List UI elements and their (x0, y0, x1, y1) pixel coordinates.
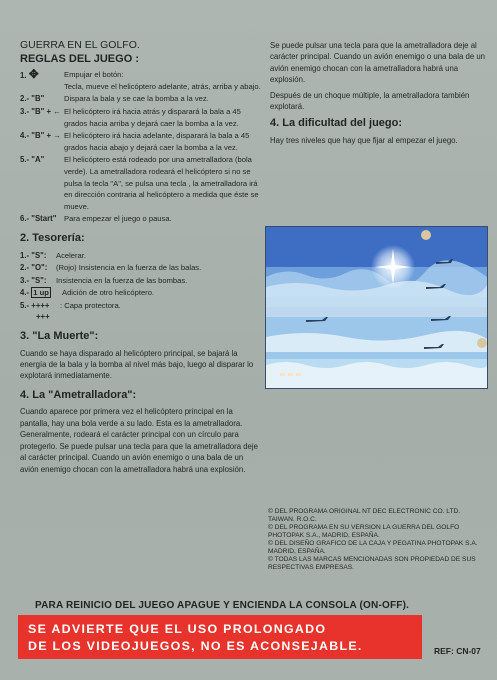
copyright-line: © DEL PROGRAMA ORIGINAL NT DEC ELECTRONIC CO. LTD. TAIWAN. R.O.C. (268, 508, 461, 523)
machine-gun-heading: 4. La "Ametralladora": (20, 388, 137, 401)
treasury-desc: : Capa protectora. (60, 300, 121, 310)
treasury-item (20, 300, 262, 323)
right-column (270, 40, 488, 146)
rule-key: 3.- "B" + ← (20, 106, 61, 116)
rule-5 (20, 154, 262, 212)
reset-note: PARA REINICIO DEL JUEGO APAGUE Y ENCIENDA LA CONSOLA (ON-OFF). (35, 600, 410, 611)
machine-gun-text-2: Después de un choque múltiple, la ametralladora también explotará. (270, 90, 470, 112)
copyright-line: © DEL PROGRAMA EN SU VERSION LA GUERRA DEL GOLFO PHOTOPAK S.A., MADRID, ESPAÑA. (268, 524, 460, 539)
rule-key: 1. ✥ (20, 67, 39, 82)
left-column (20, 39, 262, 474)
treasury-key: 5.- ++++ +++ (20, 300, 50, 322)
rule-desc: El helicóptero está rodeado por una ametralladora (bola verde). La ametralladora rodeará el helicóptero si no se pulsa la tecla "A", se pulsa una tecla , la ametralladora irá en dirección contraria al helicóptero a medida que éste se mueve. (64, 155, 259, 211)
rule-key: 4.- "B" + → (20, 131, 61, 141)
rule-key: 5.- "A" (20, 155, 45, 165)
copyright-block (268, 508, 486, 572)
copyright-line: © TODAS LAS MARCAS MENCIONADAS SON PROPIEDAD DE SUS RESPECTIVAS EMPRESAS. (268, 556, 476, 571)
reference-code: REF: CN-07 (434, 646, 481, 656)
rule-key: 6.- "Start" (20, 214, 57, 224)
rule-key: 2.- "B" (20, 94, 45, 104)
plus-symbols: +++ (36, 312, 50, 322)
warning-banner (18, 615, 422, 659)
death-heading: 3. "La Muerte": (20, 330, 99, 343)
warning-line-1: SE ADVIERTE QUE EL USO PROLONGADO (28, 622, 327, 636)
warning-line-2: DE LOS VIDEOJUEGOS, NO ES ACONSEJABLE. (28, 639, 363, 653)
treasury-item (20, 262, 262, 274)
machine-gun-continued: Se puede pulsar una tecla para que la ametralladora deje al carácter principal. Cuando un avión enemigo o una bala de un avión enemigo chocan con la ametralladora habrá una explosión. (270, 41, 485, 85)
rule-desc: Dispara la bala y se cae la bomba a la vez. (64, 94, 209, 104)
game-title: GUERRA EN EL GOLFO. (20, 39, 140, 51)
difficulty-heading: 4. La dificultad del juego: (270, 117, 403, 130)
game-scene-image (266, 227, 487, 388)
treasury-key: 3.- "S": (20, 275, 47, 285)
rule-desc: Empujar el botón: Tecla, mueve el helicóptero adelante, atrás, arriba y abajo. (64, 70, 261, 91)
machine-gun-text: Cuando aparece por primera vez el helicóptero principal en la pantalla, hay una bola verde a su lado. Esta es la ametralladora. Generalmente, rodeará el carácter principal con un círculo para protegerlo. Se puede pulsar una tecla para que la ametralladora deje al carácter principal. Cuando un avión enemigo o una bala de un avión enemigo chocan con la ametralladora habrá una explosión. (20, 407, 258, 474)
rule-1 (20, 69, 262, 92)
rule-desc: El helicóptero irá hacia atrás y disparará la bala a 45 grados hacia arriba y dejará caer la bomba a la vez. (64, 106, 241, 128)
rule-4 (20, 130, 262, 153)
game-screenshot (265, 226, 488, 389)
treasury-desc: (Rojo) Insistencia en la fuerza de las balas. (56, 263, 202, 273)
treasury-item (20, 275, 262, 287)
rules-heading: REGLAS DEL JUEGO : (20, 52, 139, 65)
rule-3 (20, 106, 262, 129)
rule-desc: El helicóptero irá hacia adelante, disparará la bala a 45 grados hacia abajo y dejará caer la bomba a la vez. (64, 131, 250, 152)
treasury-item (20, 250, 262, 262)
treasury-desc: Adición de otro helicóptero. (62, 288, 155, 298)
treasury-key: 2.- "O": (20, 263, 48, 273)
treasury-desc: Insistencia en la fuerza de las bombas. (56, 275, 188, 285)
treasury-heading: 2. Tesorería: (20, 231, 85, 244)
difficulty-text: Hay tres niveles que hay que fijar al empezar el juego. (270, 136, 458, 146)
treasury-key: 1.- "S": (20, 250, 47, 260)
treasury-key: 4.- 1 up (20, 288, 49, 298)
copyright-line: © DEL DISEÑO GRAFICO DE LA CAJA Y PEGATINA PHOTOPAK S.A. MADRID, ESPAÑA. (268, 540, 478, 555)
death-text: Cuando se haya disparado al helicóptero principal, se bajará la energía de la bala y la bomba al nivel más bajo, luego al disparar lo explotará inmediatamente. (20, 348, 254, 381)
rule-2 (20, 93, 262, 105)
one-up-badge: 1 up (33, 288, 49, 298)
treasury-item (20, 287, 262, 299)
treasury-desc: Acelerar. (56, 250, 86, 260)
rule-desc: Para empezar el juego o pausa. (64, 214, 172, 224)
rule-6 (20, 213, 262, 225)
dpad-arrows-icon: ✥ (28, 67, 39, 82)
